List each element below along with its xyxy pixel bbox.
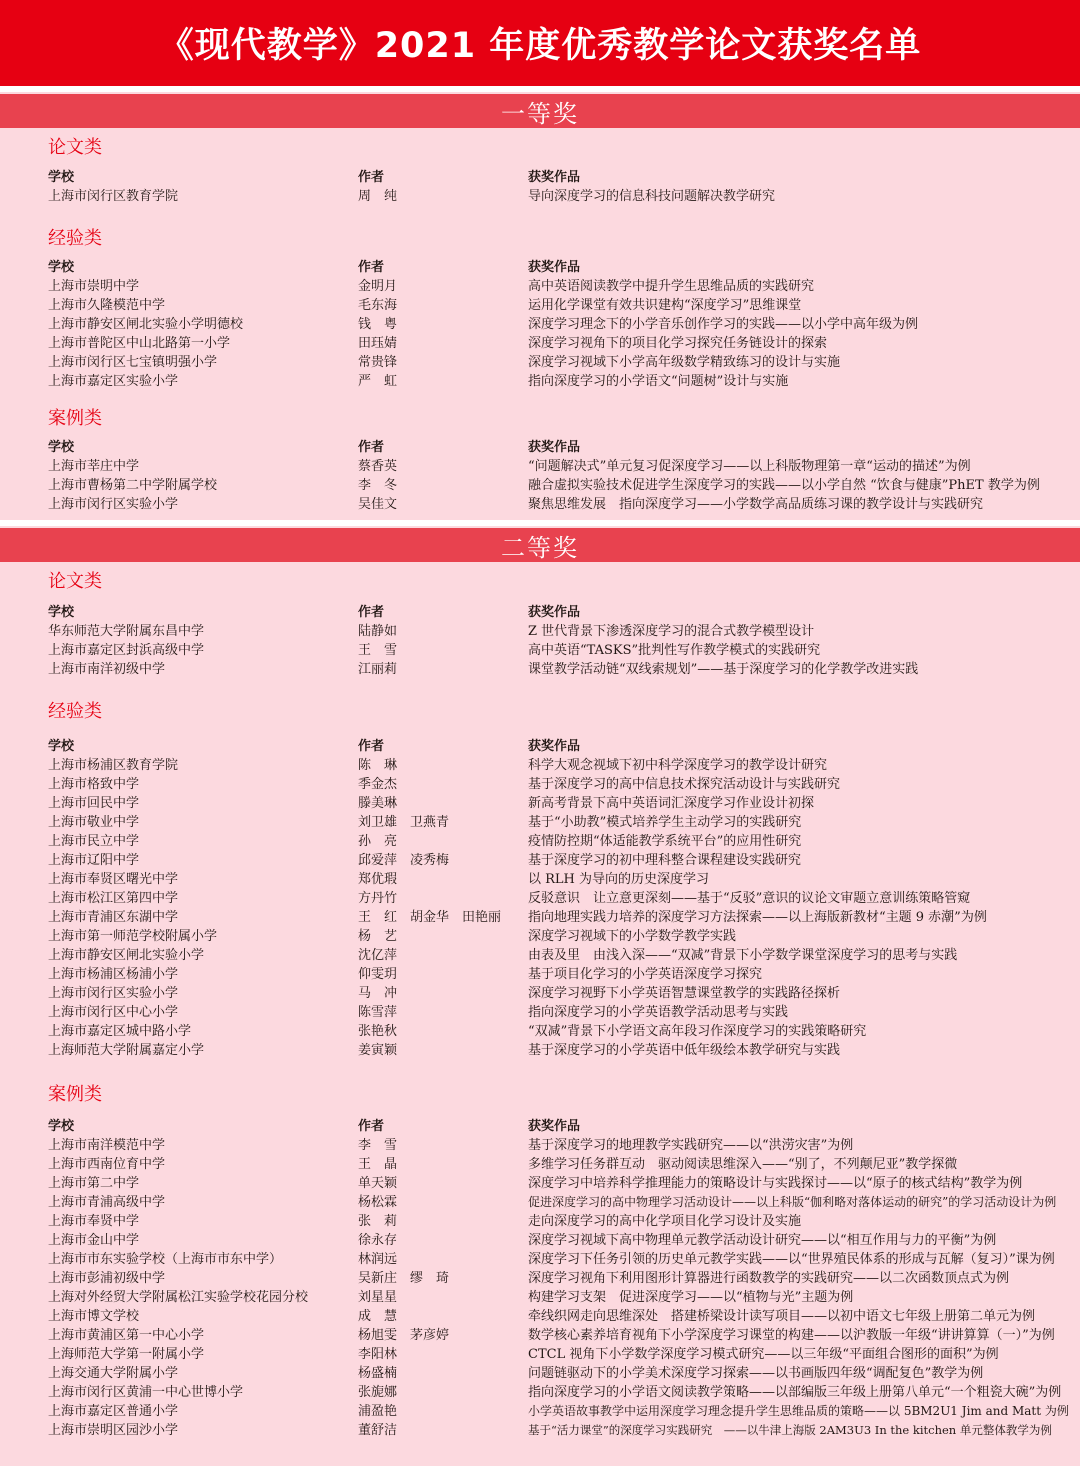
school-cell: 上海市黄浦区第一中心小学 [48, 1328, 205, 1343]
school-cell: 上海市闵行区实验小学 [48, 497, 179, 512]
prize1-jingyan-table [0, 258, 1080, 391]
school-cell: 上海市松江区第四中学 [48, 891, 179, 906]
author-cell: 张 莉 [358, 1214, 398, 1229]
table-row [0, 315, 1080, 334]
work-cell: 牵线织网走向思维深处 搭建桥梁设计读写项目——以初中语文七年级上册第二单元为例 [528, 1309, 1036, 1324]
author-cell: 周 纯 [358, 189, 398, 204]
school-cell: 上海市博文学校 [48, 1309, 140, 1324]
prize2-anli-heading: 案例类 [48, 1084, 102, 1105]
school-cell: 上海市青浦高级中学 [48, 1195, 166, 1210]
table-row [0, 1193, 1080, 1212]
author-cell: 杨松霖 [358, 1195, 398, 1210]
work-cell: 基于“小助教”模式培养学生主动学习的实践研究 [528, 815, 802, 830]
author-cell: 张旎娜 [358, 1385, 398, 1400]
author-cell: 江丽莉 [358, 662, 398, 677]
table-row [0, 1022, 1080, 1041]
work-cell: 小学英语故事教学中运用深度学习理念提升学生思维品质的策略——以 5BM2U1 Jim and Matt 为例 [528, 1404, 1069, 1418]
table-row [0, 277, 1080, 296]
author-cell: 沈亿萍 [358, 948, 398, 963]
table-row [0, 889, 1080, 908]
table-row [0, 1326, 1080, 1345]
header-school: 学校 [48, 260, 75, 275]
prize2-jingyan-table [0, 737, 1080, 1060]
school-cell: 上海市彭浦初级中学 [48, 1271, 166, 1286]
table-row [0, 1250, 1080, 1269]
table-header [0, 737, 1080, 756]
work-cell: 数学核心素养培育视角下小学深度学习课堂的构建——以沪教版一年级“讲讲算算（一）”为例 [528, 1328, 1055, 1343]
school-cell: 上海市奉贤区曙光中学 [48, 872, 179, 887]
work-cell: 新高考背景下高中英语词汇深度学习作业设计初探 [528, 796, 815, 811]
author-cell: 陈雪萍 [358, 1005, 398, 1020]
work-cell: 深度学习视域下的小学数学教学实践 [528, 929, 737, 944]
table-row [0, 832, 1080, 851]
divider [0, 520, 1080, 526]
table-row [0, 946, 1080, 965]
table-row [0, 908, 1080, 927]
table-row [0, 1041, 1080, 1060]
table-row [0, 1307, 1080, 1326]
author-cell: 王 晶 [358, 1157, 398, 1172]
work-cell: 基于深度学习的高中信息技术探究活动设计与实践研究 [528, 777, 841, 792]
author-cell: 严 虹 [358, 374, 398, 389]
author-cell: 吴佳文 [358, 497, 398, 512]
table-row [0, 1174, 1080, 1193]
header-work: 获奖作品 [528, 1119, 581, 1134]
prize1-band: 一等奖 [0, 94, 1080, 128]
prize1-lunwen-table [0, 168, 1080, 206]
prize2-jingyan-heading: 经验类 [48, 701, 102, 722]
author-cell: 刘星星 [358, 1290, 398, 1305]
prize2-anli-table [0, 1117, 1080, 1440]
table-row [0, 1288, 1080, 1307]
school-cell: 上海市南洋初级中学 [48, 662, 166, 677]
header-school: 学校 [48, 1119, 75, 1134]
header-author: 作者 [358, 260, 385, 275]
table-row [0, 187, 1080, 206]
work-cell: 基于深度学习的初中理科整合课程建设实践研究 [528, 853, 802, 868]
school-cell: 上海市敬业中学 [48, 815, 140, 830]
header-school: 学校 [48, 440, 75, 455]
work-cell: 基于“活力课堂”的深度学习实践研究 ——以牛津上海版 2AM3U3 In the kitchen 单元整体教学为例 [528, 1423, 1052, 1437]
author-cell: 杨盛楠 [358, 1366, 398, 1381]
author-cell: 仰雯玥 [358, 967, 398, 982]
author-cell: 李阳林 [358, 1347, 398, 1362]
header-work: 获奖作品 [528, 170, 581, 185]
table-row [0, 1402, 1080, 1421]
school-cell: 上海市闵行区中心小学 [48, 1005, 179, 1020]
header-work: 获奖作品 [528, 605, 581, 620]
school-cell: 上海市嘉定区城中路小学 [48, 1024, 192, 1039]
page-title: 《现代教学》2021 年度优秀教学论文获奖名单 [0, 0, 1080, 86]
author-cell: 吴新庄 缪 琦 [358, 1271, 450, 1286]
prize1-anli-heading: 案例类 [48, 408, 102, 429]
table-row [0, 641, 1080, 660]
work-cell: 课堂教学活动链“双线索规划”——基于深度学习的化学教学改进实践 [528, 662, 919, 677]
author-cell: 陈 琳 [358, 758, 398, 773]
table-row [0, 476, 1080, 495]
work-cell: 深度学习下任务引领的历史单元教学实践——以“世界殖民体系的形成与瓦解（复习）”课为例 [528, 1252, 1055, 1267]
school-cell: 上海市崇明区园沙小学 [48, 1423, 179, 1438]
school-cell: 华东师范大学附属东昌中学 [48, 624, 205, 639]
author-cell: 姜寅颖 [358, 1043, 398, 1058]
work-cell: 基于深度学习的小学英语中低年级绘本教学研究与实践 [528, 1043, 841, 1058]
table-row [0, 1383, 1080, 1402]
author-cell: 张艳秋 [358, 1024, 398, 1039]
work-cell: 基于项目化学习的小学英语深度学习探究 [528, 967, 763, 982]
school-cell: 上海市民立中学 [48, 834, 140, 849]
table-row [0, 870, 1080, 889]
work-cell: 深度学习视域下小学高年级数学精致练习的设计与实施 [528, 355, 841, 370]
header-work: 获奖作品 [528, 440, 581, 455]
school-cell: 上海市莘庄中学 [48, 459, 140, 474]
table-row [0, 1364, 1080, 1383]
author-cell: 毛东海 [358, 298, 398, 313]
table-row [0, 457, 1080, 476]
table-row [0, 1155, 1080, 1174]
prize2-band: 二等奖 [0, 528, 1080, 562]
work-cell: 反驳意识 让立意更深刻——基于“反驳”意识的议论文审题立意训练策略管窥 [528, 891, 971, 906]
table-row [0, 775, 1080, 794]
work-cell: 走向深度学习的高中化学项目化学习设计及实施 [528, 1214, 802, 1229]
author-cell: 陆静如 [358, 624, 398, 639]
school-cell: 上海师范大学第一附属小学 [48, 1347, 205, 1362]
prize2-lunwen-heading: 论文类 [48, 571, 102, 592]
work-cell: 基于深度学习的地理教学实践研究——以“洪涝灾害”为例 [528, 1138, 854, 1153]
header-author: 作者 [358, 1119, 385, 1134]
school-cell: 上海市杨浦区杨浦小学 [48, 967, 179, 982]
author-cell: 马 冲 [358, 986, 398, 1001]
work-cell: 促进深度学习的高中物理学习活动设计——以上科版“伽利略对落体运动的研究”的学习活动设计为例 [528, 1195, 1057, 1209]
table-row [0, 1136, 1080, 1155]
school-cell: 上海市辽阳中学 [48, 853, 140, 868]
table-row [0, 1212, 1080, 1231]
work-cell: 深度学习视野下小学英语智慧课堂教学的实践路径探析 [528, 986, 841, 1001]
table-row [0, 794, 1080, 813]
work-cell: 问题链驱动下的小学美术深度学习探索——以书画版四年级“调配复色”教学为例 [528, 1366, 984, 1381]
author-cell: 单天颖 [358, 1176, 398, 1191]
author-cell: 刘卫雄 卫燕青 [358, 815, 450, 830]
header-school: 学校 [48, 170, 75, 185]
school-cell: 上海对外经贸大学附属松江实验学校花园分校 [48, 1290, 309, 1305]
school-cell: 上海市青浦区东湖中学 [48, 910, 179, 925]
table-row [0, 1421, 1080, 1440]
school-cell: 上海市西南位育中学 [48, 1157, 166, 1172]
school-cell: 上海交通大学附属小学 [48, 1366, 179, 1381]
school-cell: 上海市闵行区黄浦一中心世博小学 [48, 1385, 244, 1400]
author-cell: 孙 亮 [358, 834, 398, 849]
author-cell: 李 冬 [358, 478, 398, 493]
table-header [0, 168, 1080, 187]
table-row [0, 927, 1080, 946]
school-cell: 上海市久隆模范中学 [48, 298, 166, 313]
table-row [0, 1231, 1080, 1250]
work-cell: 深度学习中培养科学推理能力的策略设计与实践探讨——以“原子的核式结构”教学为例 [528, 1176, 1023, 1191]
header-work: 获奖作品 [528, 739, 581, 754]
work-cell: “双减”背景下小学语文高年段习作深度学习的实践策略研究 [528, 1024, 867, 1039]
school-cell: 上海市闵行区七宝镇明强小学 [48, 355, 218, 370]
school-cell: 上海市静安区闸北实验小学 [48, 948, 205, 963]
header-school: 学校 [48, 605, 75, 620]
work-cell: 科学大观念视域下初中科学深度学习的教学设计研究 [528, 758, 828, 773]
author-cell: 林润远 [358, 1252, 398, 1267]
header-work: 获奖作品 [528, 260, 581, 275]
author-cell: 滕美琳 [358, 796, 398, 811]
header-author: 作者 [358, 739, 385, 754]
author-cell: 董舒洁 [358, 1423, 398, 1438]
work-cell: 融合虚拟实验技术促进学生深度学习的实践——以小学自然 “饮食与健康”PhET 教学为例 [528, 478, 1040, 493]
work-cell: 多维学习任务群互动 驱动阅读思维深入——“别了，不列颠尼亚”教学探微 [528, 1157, 958, 1172]
table-row [0, 622, 1080, 641]
work-cell: 运用化学课堂有效共识建构“深度学习”思维课堂 [528, 298, 802, 313]
author-cell: 季金杰 [358, 777, 398, 792]
school-cell: 上海市奉贤中学 [48, 1214, 140, 1229]
school-cell: 上海市闵行区教育学院 [48, 189, 179, 204]
school-cell: 上海市普陀区中山北路第一小学 [48, 336, 231, 351]
table-row [0, 296, 1080, 315]
table-row [0, 372, 1080, 391]
school-cell: 上海市静安区闸北实验小学明德校 [48, 317, 244, 332]
author-cell: 邱爱萍 凌秀梅 [358, 853, 450, 868]
school-cell: 上海市第一师范学校附属小学 [48, 929, 218, 944]
school-cell: 上海师范大学附属嘉定小学 [48, 1043, 205, 1058]
school-cell: 上海市崇明中学 [48, 279, 140, 294]
school-cell: 上海市金山中学 [48, 1233, 140, 1248]
author-cell: 蔡香英 [358, 459, 398, 474]
school-cell: 上海市市东实验学校（上海市市东中学） [48, 1252, 283, 1267]
table-header [0, 1117, 1080, 1136]
work-cell: 由表及里 由浅入深——“双减”背景下小学数学课堂深度学习的思考与实践 [528, 948, 958, 963]
table-row [0, 1269, 1080, 1288]
author-cell: 成 慧 [358, 1309, 398, 1324]
prize1-jingyan-heading: 经验类 [48, 228, 102, 249]
school-cell: 上海市格致中学 [48, 777, 140, 792]
school-cell: 上海市第二中学 [48, 1176, 140, 1191]
work-cell: 构建学习支架 促进深度学习——以“植物与光”主题为例 [528, 1290, 854, 1305]
school-cell: 上海市曹杨第二中学附属学校 [48, 478, 218, 493]
author-cell: 王 红 胡金华 田艳丽 [358, 910, 502, 925]
author-cell: 钱 粤 [358, 317, 398, 332]
table-row [0, 353, 1080, 372]
school-cell: 上海市嘉定区普通小学 [48, 1404, 179, 1419]
work-cell: 指向深度学习的小学英语教学活动思考与实践 [528, 1005, 789, 1020]
school-cell: 上海市南洋模范中学 [48, 1138, 166, 1153]
author-cell: 王 雪 [358, 643, 398, 658]
author-cell: 金明月 [358, 279, 398, 294]
author-cell: 方丹竹 [358, 891, 398, 906]
header-author: 作者 [358, 170, 385, 185]
work-cell: Z 世代背景下渗透深度学习的混合式教学模型设计 [528, 624, 815, 639]
table-header [0, 258, 1080, 277]
table-header [0, 438, 1080, 457]
table-row [0, 984, 1080, 1003]
author-cell: 杨 艺 [358, 929, 398, 944]
author-cell: 徐永存 [358, 1233, 398, 1248]
work-cell: 聚焦思维发展 指向深度学习——小学数学高品质练习课的教学设计与实践研究 [528, 497, 984, 512]
author-cell: 杨旭雯 茅彦婷 [358, 1328, 450, 1343]
author-cell: 浦盈艳 [358, 1404, 398, 1419]
work-cell: 指向地理实践力培养的深度学习方法探索——以上海版新教材“主题 9 赤潮”为例 [528, 910, 987, 925]
prize1-lunwen-heading: 论文类 [48, 137, 102, 158]
work-cell: 深度学习视角下的项目化学习探究任务链设计的探索 [528, 336, 828, 351]
header-school: 学校 [48, 739, 75, 754]
table-row [0, 495, 1080, 514]
work-cell: 以 RLH 为导向的历史深度学习 [528, 872, 710, 887]
table-row [0, 813, 1080, 832]
table-row [0, 334, 1080, 353]
school-cell: 上海市回民中学 [48, 796, 140, 811]
work-cell: 深度学习视角下利用图形计算器进行函数教学的实践研究——以二次函数顶点式为例 [528, 1271, 1010, 1286]
table-header [0, 603, 1080, 622]
work-cell: 疫情防控期“体适能教学系统平台”的应用性研究 [528, 834, 802, 849]
work-cell: 深度学习理念下的小学音乐创作学习的实践——以小学中高年级为例 [528, 317, 919, 332]
school-cell: 上海市嘉定区封浜高级中学 [48, 643, 205, 658]
author-cell: 常贵锋 [358, 355, 398, 370]
prize2-lunwen-table [0, 603, 1080, 679]
author-cell: 郑优瑕 [358, 872, 398, 887]
table-row [0, 660, 1080, 679]
table-row [0, 851, 1080, 870]
work-cell: 导向深度学习的信息科技问题解决教学研究 [528, 189, 776, 204]
table-row [0, 756, 1080, 775]
work-cell: 指向深度学习的小学语文“问题树”设计与实施 [528, 374, 789, 389]
work-cell: 指向深度学习的小学语文阅读教学策略——以部编版三年级上册第八单元“一个粗瓷大碗”为例 [528, 1385, 1062, 1400]
table-row [0, 1003, 1080, 1022]
school-cell: 上海市闵行区实验小学 [48, 986, 179, 1001]
author-cell: 田珏婧 [358, 336, 398, 351]
work-cell: CTCL 视角下小学数学深度学习模式研究——以三年级“平面组合图形的面积”为例 [528, 1347, 999, 1362]
table-row [0, 1345, 1080, 1364]
table-row [0, 965, 1080, 984]
school-cell: 上海市嘉定区实验小学 [48, 374, 179, 389]
work-cell: “问题解决式”单元复习促深度学习——以上科版物理第一章“运动的描述”为例 [528, 459, 971, 474]
work-cell: 高中英语“TASKS”批判性写作教学模式的实践研究 [528, 643, 821, 658]
work-cell: 深度学习视域下高中物理单元教学活动设计研究——以“相互作用与力的平衡”为例 [528, 1233, 997, 1248]
divider [0, 86, 1080, 92]
author-cell: 李 雪 [358, 1138, 398, 1153]
school-cell: 上海市杨浦区教育学院 [48, 758, 179, 773]
prize1-anli-table [0, 438, 1080, 514]
header-author: 作者 [358, 605, 385, 620]
header-author: 作者 [358, 440, 385, 455]
work-cell: 高中英语阅读教学中提升学生思维品质的实践研究 [528, 279, 815, 294]
